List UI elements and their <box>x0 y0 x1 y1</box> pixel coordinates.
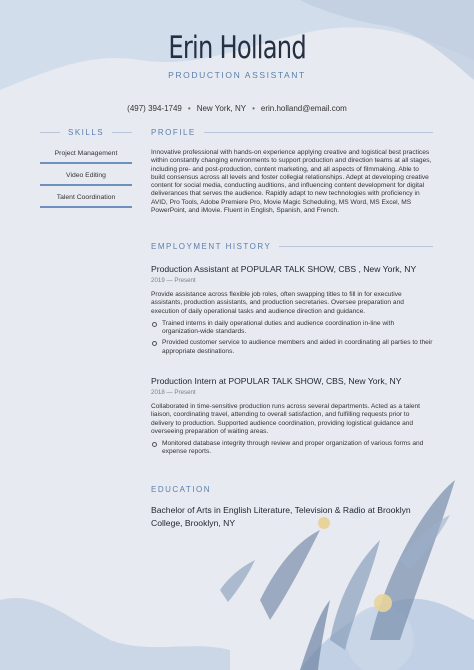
candidate-name: Erin Holland <box>168 30 306 66</box>
skill-bar <box>40 184 132 186</box>
job-dates: 2019 — Present <box>151 277 196 284</box>
heading-rule-left <box>40 132 60 133</box>
job-bullet: Monitored database integrity through review and proper organization of various forms and expense reports. <box>151 440 433 457</box>
skill-item <box>40 194 132 208</box>
employment-heading-text: EMPLOYMENT HISTORY <box>151 242 272 251</box>
job-summary: Collaborated in time-sensitive production runs across several departments. Acted as a talent liaison, coordinating travel, attending to overall satisfaction, and fulfilling requests prior to delivery to production. Supported audience coordination, providing logistical guidance and overseeing preparation of waiting areas. <box>151 403 421 435</box>
heading-rule-right <box>112 132 132 133</box>
location: New York, NY <box>196 104 247 113</box>
job-entry <box>151 376 433 457</box>
job-bullet: Trained interns in daily operational duties and audience coordination in-line with organization-wide standards. <box>151 320 433 337</box>
resume-header <box>0 30 474 80</box>
job-bullets <box>151 320 433 356</box>
email-address: erin.holland@email.com <box>260 104 347 113</box>
skill-item <box>40 150 132 164</box>
job-bullets <box>151 440 433 457</box>
skill-bar <box>40 206 132 208</box>
employment-heading <box>151 242 433 251</box>
education-heading <box>151 485 433 494</box>
separator-dot: • <box>187 104 191 113</box>
job-title: Production Assistant at POPULAR TALK SHOW, CBS , New York, NY <box>151 264 417 274</box>
job-title: Production Intern at POPULAR TALK SHOW, CBS, New York, NY <box>151 376 402 386</box>
education-heading-text: EDUCATION <box>151 485 212 494</box>
heading-rule <box>279 246 433 247</box>
skill-label: Video Editing <box>66 172 106 179</box>
job-title-heading: PRODUCTION ASSISTANT <box>168 70 306 80</box>
phone-number: (497) 394-1749 <box>127 104 182 113</box>
job-entry <box>151 264 433 356</box>
skill-label: Project Management <box>54 150 118 157</box>
job-dates: 2018 — Present <box>151 389 196 396</box>
skill-bar <box>40 162 132 164</box>
profile-heading <box>151 128 433 137</box>
skill-item <box>40 172 132 186</box>
skills-section <box>40 128 132 208</box>
job-summary: Provide assistance across flexible job roles, often swapping titles to fill in for executive assistants, production assistants, and production secretaries. Oversee preparation and execution of daily operational tasks and audience direction and guidance. <box>151 291 404 315</box>
profile-heading-text: PROFILE <box>151 128 196 137</box>
job-bullet: Provided customer service to audience members and aided in coordinating all parties to their appropriate destinations. <box>151 339 433 356</box>
separator-dot: • <box>252 104 255 113</box>
contact-line <box>0 104 474 113</box>
degree-title: Bachelor of Arts in English Literature, Television & Radio at Brooklyn College, Brooklyn, NY <box>151 505 411 528</box>
skills-heading-text: SKILLS <box>68 128 105 137</box>
heading-rule <box>204 132 433 133</box>
skills-heading <box>40 128 132 137</box>
skill-label: Talent Coordination <box>56 194 116 201</box>
profile-text: Innovative professional with hands-on experience applying creative and logistical best practices within constantly changing environments to support production and direction teams at all stages, including pre- and post-production, content marketing, and all aspects of filmmaking. Able to build consensus across all levels and foster collegial relationships. Adept at developing creative content for social media, conducting auditions, and influencing content development for digital deliverances that serves the audience. Rapidly adapt to new technologies with proficiency in AVID, Pro Tools, Adobe Premiere Pro, Movie Magic Scheduling, MS Word, MS Excel, MS PowerPoint, and iMovie. Fluent in English, Spanish, and French. <box>151 149 432 215</box>
